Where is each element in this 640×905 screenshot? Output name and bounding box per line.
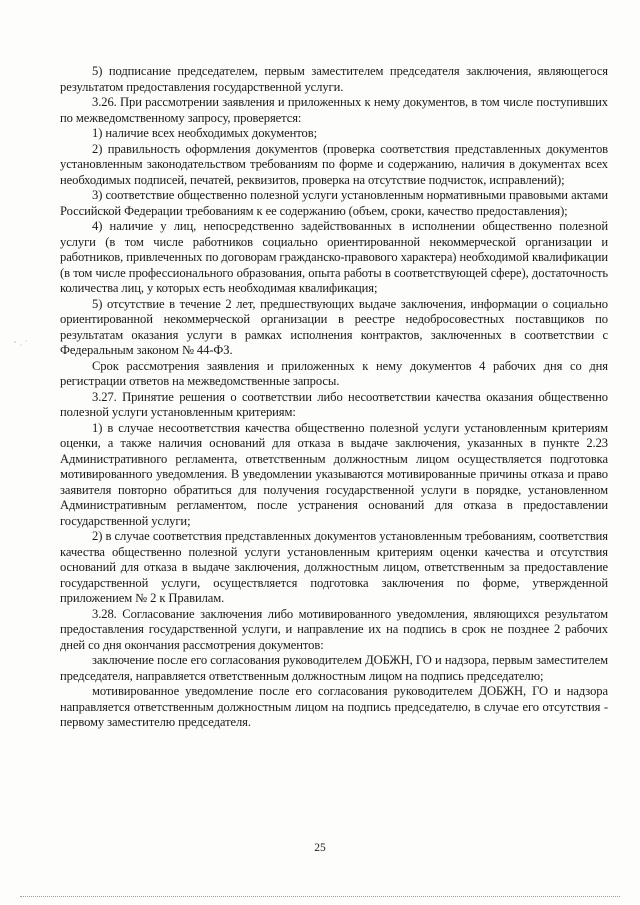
paragraph: 3.28. Согласование заключения либо мотивированного уведомления, являющихся результатом предоставления государственной услуги, и направление их на подпись в срок не позднее 2 рабочих дней со дня окончания рассмотрения документов: (60, 606, 608, 652)
paragraph: мотивированное уведомление после его согласования руководителем ДОБЖН, ГО и надзора направляется ответственным должностным лицом на подпись председателю, в случае его отсутствия - первому заместителю председателя. (60, 684, 608, 729)
paragraph: 3.26. При рассмотрении заявления и приложенных к нему документов, в том числе поступивших по межведомственному запросу, проверяется: (60, 95, 608, 125)
paragraph: 4) наличие у лиц, непосредственно задействованных в исполнении общественно полезной услуги (в том числе работников социально ориентированной некоммерческой организации и работников, привлеченных по договорам гражданско-правового характера) необходимой квалификации (в том числе профессионального образования, опыта работы в соответствующей сфере), достаточность количества лиц, у которых есть необходимая квалификация; (60, 219, 608, 295)
scan-edge-line (20, 896, 620, 897)
paragraph: 5) подписание председателем, первым заместителем председателя заключения, являющегося результатом предоставления государственной услуги. (60, 64, 608, 94)
paragraph: 3.27. Принятие решения о соответствии либо несоответствии качества оказания общественно полезной услуги установленным критериям: (60, 389, 608, 419)
paragraph: 1) в случае несоответствия качества общественно полезной услуги установленным критериям оценки, а также наличия оснований для отказа в выдаче заключения, указанных в пункте 2.23 Административного регламента, ответственным должностным лицом осуществляется подготовка мотивированного уведомления. В уведомлении указываются мотивированные причины отказа и право заявителя повторно обратиться для получения государственной услуги в порядке, установленном Административным регламентом, после устранения оснований для отказа в предоставлении государственной услуги; (60, 420, 608, 528)
paragraph: 5) отсутствие в течение 2 лет, предшествующих выдаче заключения, информации о социально ориентированной некоммерческой организации в реестре недобросовестных поставщиков по результатам оказания услуги в рамках исполнения контрактов, заключенных в соответствии с Федеральным законом № 44-ФЗ. (60, 296, 608, 357)
page-number: 25 (314, 842, 326, 854)
paragraph: 2) в случае соответствия представленных документов установленным требованиям, соответствия качества общественно полезной услуги установленным критериям оценки качества и отсутствия оснований для отказа в выдаче заключения, должностным лицом, ответственным за предоставление государственной услуги, осуществляется подготовка заключения по форме, утвержденной приложением № 2 к Правилам. (60, 529, 608, 605)
scan-specks (12, 338, 30, 350)
document-body (60, 64, 608, 731)
paragraph: 1) наличие всех необходимых документов; (92, 126, 317, 140)
paragraph: Срок рассмотрения заявления и приложенных к нему документов 4 рабочих дня со дня регистрации ответов на межведомственные запросы. (60, 358, 608, 388)
paragraph: заключение после его согласования руководителем ДОБЖН, ГО и надзора, первым заместителем председателя, направляется ответственным должностным лицом на подпись председателю; (60, 653, 608, 683)
paragraph: 2) правильность оформления документов (проверка соответствия представленных документов установленным законодательством требованиям по форме и содержанию, наличия в документах всех необходимых подписей, печатей, реквизитов, проверка на отсутствие подчисток, исправлений); (60, 141, 608, 187)
paragraph: 3) соответствие общественно полезной услуги установленным нормативными правовыми актами Российской Федерации требованиям к ее содержанию (объем, сроки, качество предоставления); (60, 188, 608, 218)
